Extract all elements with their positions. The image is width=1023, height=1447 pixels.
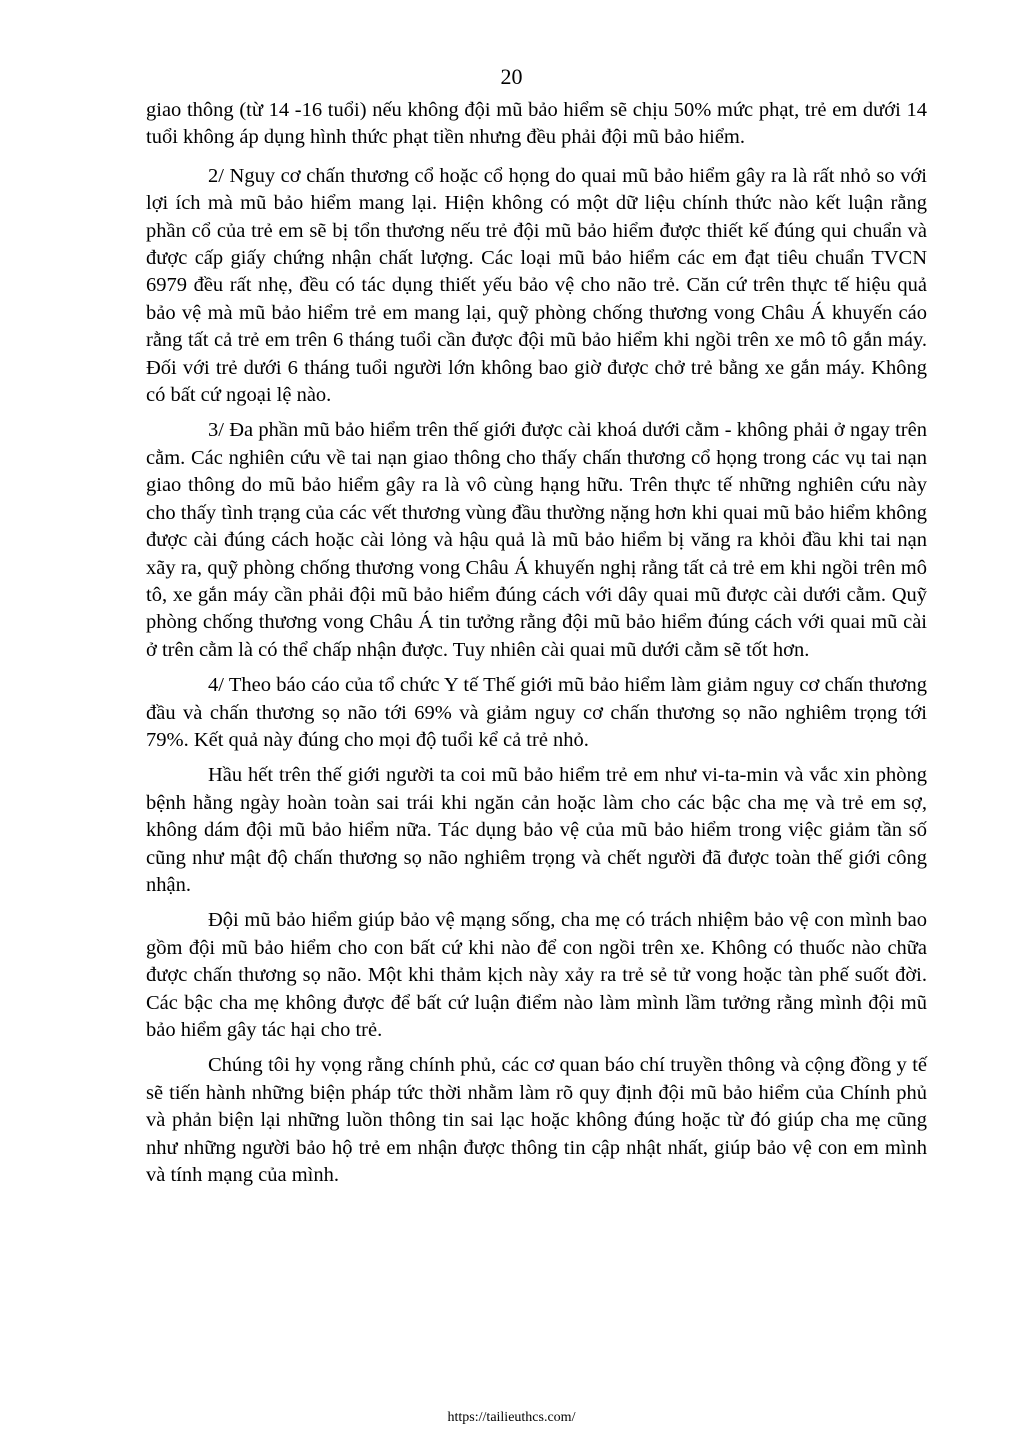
footer-url[interactable]: https://tailieuthcs.com/ xyxy=(447,1410,576,1425)
paragraph-point-2: 2/ Nguy cơ chấn thương cổ hoặc cổ họng do quai mũ bảo hiểm gây ra là rất nhỏ so với lợi ích mà mũ bảo hiểm mang lại. Hiện không có một dữ liệu chính thức nào kết luận rằng phần cổ của trẻ em sẽ bị tổn thương nếu trẻ đội mũ bảo hiểm được thiết kế đúng qui chuẩn và được cấp giấy chứng nhận chất lượng. Các loại mũ bảo hiểm các em đạt tiêu chuẩn TVCN 6979 đều rất nhẹ, đều có tác dụng thiết yếu bảo vệ cho não trẻ. Căn cứ trên thực tế hiệu quả bảo vệ mà mũ bảo hiểm trẻ em mang lại, quỹ phòng chống thương vong Châu Á khuyến cáo rằng tất cả trẻ em trên 6 tháng tuổi cần được đội mũ bảo hiểm khi ngồi trên xe mô tô gắn máy. Đối với trẻ dưới 6 tháng tuổi người lớn không bao giờ được chở trẻ bằng xe gắn máy. Không có bất cứ ngoại lệ nào. xyxy=(146,164,927,407)
paragraph-point-3: 3/ Đa phần mũ bảo hiểm trên thế giới được cài khoá dưới cằm - không phải ở ngay trên cằm. Các nghiên cứu về tai nạn giao thông cho thấy chấn thương cổ họng trong các vụ tai nạn giao thông do mũ bảo hiểm gây ra là vô cùng hạng hữu. Trên thực tế những nghiên cứu này cho thấy tình trạng của các vết thương vùng đầu thường nặng hơn khi quai mũ bảo hiểm không được cài đúng cách hoặc cài lỏng và hậu quả là mũ bảo hiểm bị văng ra khỏi đầu khi tai nạn xãy ra, quỹ phòng chống thương vong Châu Á khuyến nghị rằng tất cả trẻ em khi ngồi trên mô tô, xe gắn máy cần phải đội mũ bảo hiểm đúng cách với dây quai mũ được cài dưới cằm. Quỹ phòng chống thương vong Châu Á tin tưởng rằng đội mũ bảo hiểm đúng cách với quai mũ cài ở trên cằm là có thể chấp nhận được. Tuy nhiên cài quai mũ dưới cằm sẽ tốt hơn. xyxy=(146,419,927,661)
paragraph-conclusion: Chúng tôi hy vọng rằng chính phủ, các cơ quan báo chí truyền thông và cộng đồng y tế sẽ tiến hành những biện pháp tức thời nhằm làm rõ quy định đội mũ bảo hiểm của Chính phủ và phản biện lại những luồn thông tin sai lạc hoặc không đúng hoặc từ đó giúp cha mẹ cũng như những người bảo hộ trẻ em nhận được thông tin cập nhật nhất, giúp bảo vệ con em mình và tính mạng của mình. xyxy=(146,1054,927,1187)
paragraph-parent-responsibility: Đội mũ bảo hiểm giúp bảo vệ mạng sống, cha mẹ có trách nhiệm bảo vệ con mình bao gồm đội mũ bảo hiểm cho con bất cứ khi nào để con ngồi trên xe. Không có thuốc nào chữa được chấn thương sọ não. Một khi thảm kịch này xảy ra trẻ sẻ tử vong hoặc tàn phế suốt đời. Các bậc cha mẹ không được để bất cứ luận điểm nào làm mình lầm tưởng rằng mình đội mũ bảo hiểm gây tác hại cho trẻ. xyxy=(146,909,927,1041)
document-body xyxy=(146,97,927,1197)
paragraph-continuation: giao thông (từ 14 -16 tuổi) nếu không đội mũ bảo hiểm sẽ chịu 50% mức phạt, trẻ em dưới 14 tuổi không áp dụng hình thức phạt tiền nhưng đều phải đội mũ bảo hiểm. xyxy=(146,99,927,149)
paragraph-vaccine-analogy: Hầu hết trên thế giới người ta coi mũ bảo hiểm trẻ em như vi-ta-min và vắc xin phòng bệnh hằng ngày hoàn toàn sai trái khi ngăn cản hoặc làm cho các bậc cha mẹ và trẻ em sợ, không dám đội mũ bảo hiểm nữa. Tác dụng bảo vệ của mũ bảo hiểm trong việc giảm tần số cũng như mật độ chấn thương sọ não nghiêm trọng và chết người đã được toàn thế giới công nhận. xyxy=(146,764,927,896)
page-number: 20 xyxy=(500,64,523,89)
paragraph-point-4: 4/ Theo báo cáo của tổ chức Y tế Thế giới mũ bảo hiểm làm giảm nguy cơ chấn thương đầu và chấn thương sọ não tới 69% và giảm nguy cơ chấn thương sọ não nghiêm trọng tới 79%. Kết quả này đúng cho mọi độ tuổi kể cả trẻ nhỏ. xyxy=(146,674,927,751)
